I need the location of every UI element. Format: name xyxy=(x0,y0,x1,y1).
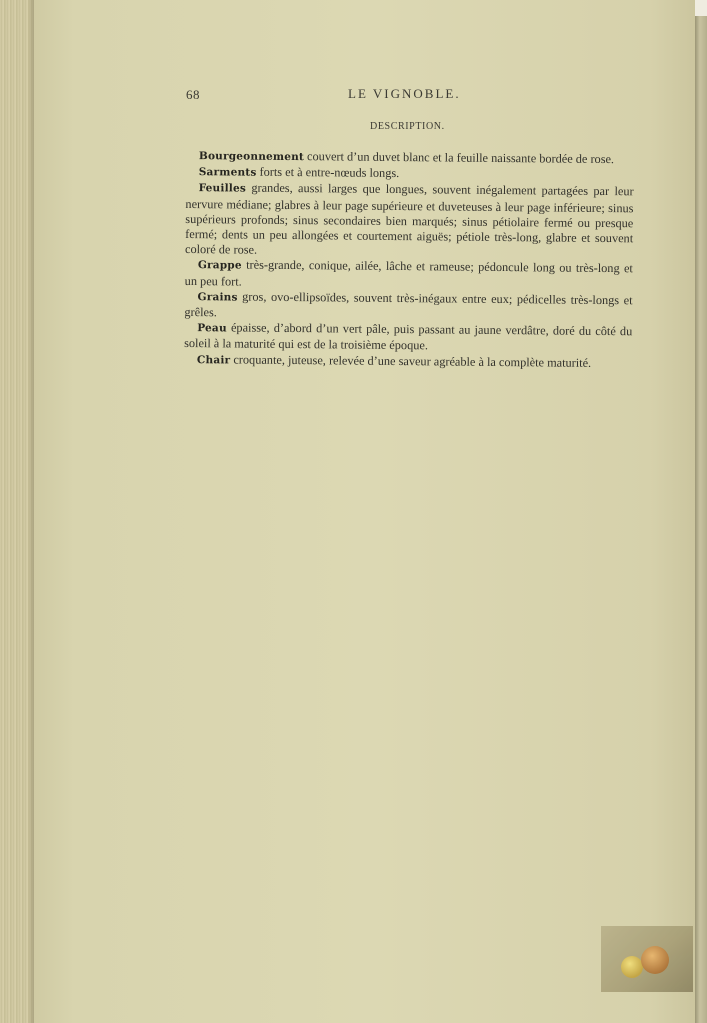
fruit-thumbnail-image xyxy=(601,926,693,992)
entry-grappe xyxy=(185,257,633,293)
next-leaf-edge xyxy=(695,0,707,1023)
entry-term: Bourgeonnement xyxy=(198,150,305,164)
entry-text: grandes, aussi larges que longues, souvent inégalement partagées par leur nervure médiane; glabres à leur page supérieure et duveteuses à leur page inférieure; sinus supérieurs profonds; sinus secondaires bien marqués; sinus pétiolaire fermé ou presque fermé; dents un peu allongées et courtement aiguës; pétiole très-long, glabre et souvent coloré de rose. xyxy=(184,181,634,257)
entry-term: Feuilles xyxy=(198,182,247,195)
entry-text: couvert d’un duvet blanc et la feuille naissante bordée de rose. xyxy=(307,149,615,167)
page-number: 68 xyxy=(186,87,200,102)
entry-text: gros, ovo-ellipsoïdes, souvent très-inégaux entre eux; pédicelles très-longs et grêles. xyxy=(184,289,633,320)
entry-term: Sarments xyxy=(198,166,257,179)
section-title: DESCRIPTION. xyxy=(370,121,445,132)
fruit-icon xyxy=(641,946,669,974)
entry-text: forts et à entre-nœuds longs. xyxy=(259,164,400,181)
page-edges xyxy=(0,0,34,1023)
entry-term: Chair xyxy=(196,353,231,367)
entry-term: Grappe xyxy=(197,259,242,272)
description-body xyxy=(184,148,634,372)
entry-peau xyxy=(184,320,632,356)
entry-text: épaisse, d’abord d’un vert pâle, puis passant au jaune verdâtre, doré du côté du soleil à la maturité qui est de la troisième époque. xyxy=(184,320,633,353)
entry-term: Peau xyxy=(197,322,227,335)
fruit-icon xyxy=(621,956,643,978)
running-head xyxy=(186,86,476,104)
entry-grains xyxy=(184,289,632,325)
entry-text: très-grande, conique, ailée, lâche et rameuse; pédoncule long ou très-long et un peu fort. xyxy=(184,258,633,289)
entry-text: croquante, juteuse, relevée d’une saveur agréable à la complète maturité. xyxy=(233,352,592,370)
entry-feuilles xyxy=(185,180,634,261)
running-title: LE VIGNOBLE. xyxy=(348,86,461,101)
entry-term: Grains xyxy=(197,290,238,304)
